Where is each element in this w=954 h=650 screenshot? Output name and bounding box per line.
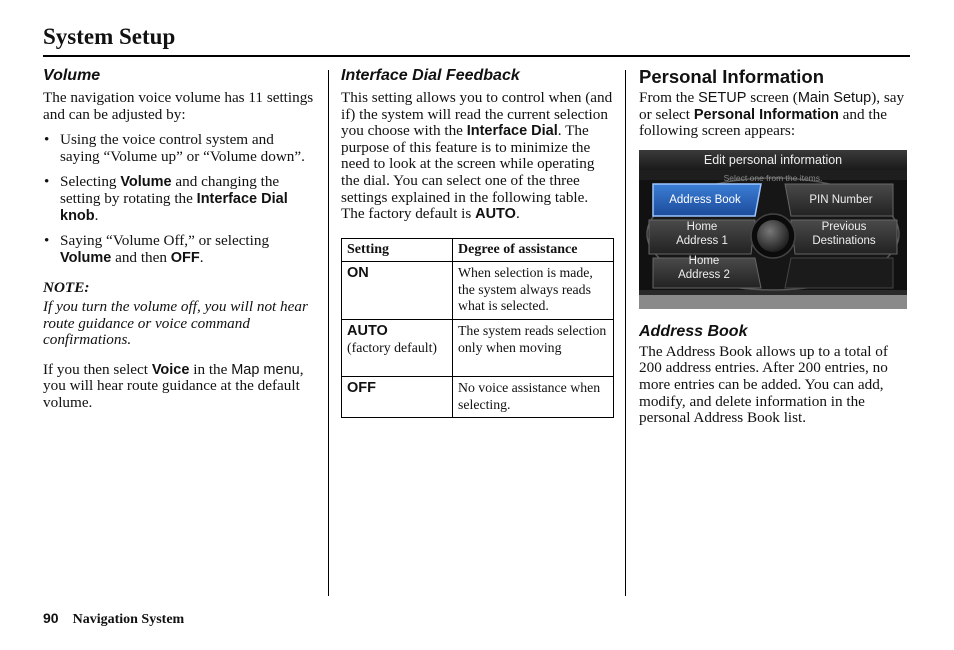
screen-subtitle: Select one from the items.: [723, 172, 823, 183]
setting-name: AUTO: [347, 323, 388, 340]
setting-note: (factory default): [347, 339, 438, 355]
dial-knob-icon: [757, 220, 789, 252]
list-item: [43, 233, 315, 266]
table-cell: The system reads selection only when moving: [453, 320, 614, 377]
bold-term: Volume: [60, 249, 112, 266]
button-line: Home: [688, 254, 720, 267]
bullet-text: Saying “Volume Off,” or selecting: [60, 232, 270, 250]
bullet-text: .: [94, 206, 99, 224]
nav-screen-image: [639, 150, 907, 309]
screen-home-address-2-button: [651, 254, 757, 282]
address-book-heading: Address Book: [639, 322, 748, 340]
bullet-text: and then: [111, 248, 171, 266]
column-divider-1: [328, 70, 329, 596]
column-dial-feedback: [341, 66, 614, 418]
table-cell: No voice assistance when selecting.: [453, 377, 614, 418]
button-line: Previous: [821, 220, 867, 233]
bullet-text: .: [199, 248, 204, 266]
screen-address-book-button: Address Book: [669, 193, 741, 206]
table-header: Degree of assistance: [453, 238, 614, 262]
button-line: Address 1: [676, 234, 728, 247]
table-row: [342, 262, 614, 320]
button-line: Address 2: [678, 268, 730, 281]
setting-name: ON: [347, 265, 369, 282]
page-number: 90: [43, 610, 59, 626]
bullet-text: Using the voice control system and saying “Volume up” or “Volume down”.: [60, 131, 305, 165]
para-text: screen (: [746, 89, 798, 106]
column-divider-2: [625, 70, 626, 596]
list-item: [43, 174, 315, 224]
personal-info-paragraph: [639, 90, 911, 140]
bold-term: AUTO: [475, 206, 516, 223]
para-text: and the following screen appears:: [639, 105, 887, 140]
button-line: Home: [686, 220, 718, 233]
column-personal-info: [639, 66, 911, 427]
volume-paragraph: [43, 362, 315, 412]
setting-name: OFF: [347, 380, 376, 397]
table-cell: When selection is made, the system always reads what is selected.: [453, 262, 614, 320]
para-text: . The purpose of this feature is to minimize the need to look at the screen while operating the dial. You can select one of the three settings explained in the following table. The factory default is: [341, 122, 595, 223]
table-row: [342, 320, 614, 377]
screen-pin-number-button: PIN Number: [809, 193, 873, 206]
bold-term: Volume: [120, 174, 172, 191]
screen-home-address-1-button: [649, 220, 755, 248]
column-volume: [43, 66, 315, 412]
page-title: System Setup: [43, 24, 176, 49]
para-text: .: [515, 205, 520, 223]
para-text: in the: [189, 360, 232, 378]
screen-title: Edit personal information: [703, 152, 843, 167]
para-text: This setting allows you to control when (and if) the system will read the current selection you choose with the: [341, 89, 613, 140]
bold-term: Voice: [151, 361, 190, 378]
dial-feedback-heading: Interface Dial Feedback: [341, 67, 520, 84]
para-text: If you then select: [43, 360, 152, 378]
bullet-text: Selecting: [60, 173, 121, 191]
note-label: NOTE:: [43, 279, 90, 297]
menu-term: Map menu: [231, 361, 300, 378]
para-text: ), say or select: [639, 89, 905, 123]
table-header: Setting: [342, 238, 453, 262]
footer-label: Navigation System: [72, 612, 185, 627]
note-text: If you turn the volume off, you will not hear route guidance or voice command confirmations.: [43, 297, 308, 349]
table-row: [342, 377, 614, 418]
table-cell: [342, 262, 453, 320]
bold-term: Interface Dial: [466, 123, 558, 140]
header-rule: [43, 55, 910, 57]
para-text: , you will hear route guidance at the default volume.: [43, 360, 304, 411]
screen-previous-destinations-button: [791, 220, 897, 248]
personal-info-heading: Personal Information: [639, 66, 825, 87]
volume-heading: Volume: [43, 67, 101, 84]
bold-term: Interface Dial knob: [60, 190, 288, 224]
menu-term: Main Setup: [797, 90, 872, 106]
menu-term: SETUP: [698, 90, 747, 106]
table-cell: [342, 320, 453, 377]
bullet-text: and changing the setting by rotating the: [60, 173, 280, 207]
address-book-paragraph: The Address Book allows up to a total of 200 address entries. After 200 entries, no more entries can be added. You can add, modify, and delete information in the personal Address Book list.: [639, 342, 888, 427]
volume-intro: The navigation voice volume has 11 settings and can be adjusted by:: [43, 89, 314, 123]
table-cell: [342, 377, 453, 418]
settings-table: [341, 238, 614, 419]
table-header-row: [342, 238, 614, 262]
page-footer: [43, 610, 184, 628]
button-line: Destinations: [812, 234, 876, 247]
para-text: From the: [639, 89, 699, 106]
volume-list: [43, 132, 315, 266]
dial-feedback-paragraph: [341, 90, 614, 223]
bold-term: OFF: [170, 249, 200, 266]
list-item: [43, 132, 315, 165]
bold-term: Personal Information: [693, 106, 839, 123]
